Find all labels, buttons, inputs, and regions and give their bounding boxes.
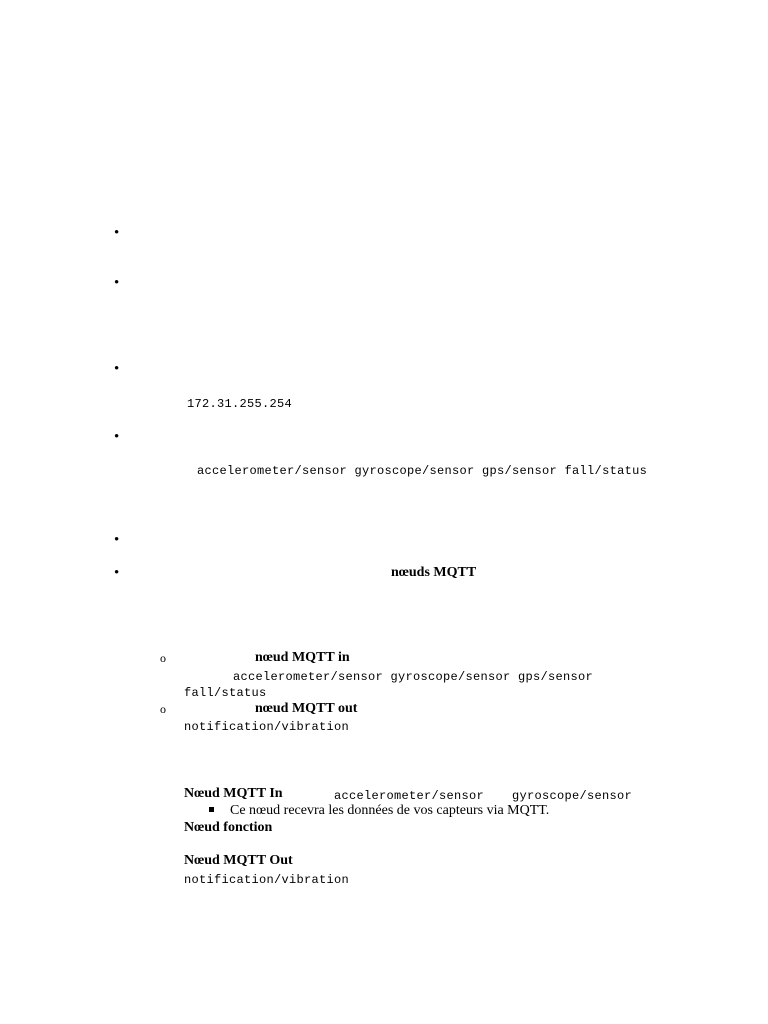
mqtt-out-label: nœud MQTT out <box>255 701 358 716</box>
mqtt-out-section-topic: notification/vibration <box>184 873 350 887</box>
nodes-heading: nœuds MQTT <box>391 565 477 580</box>
mqtt-in-topics-line2: fall/status <box>184 686 267 700</box>
sub-bullet-1: o <box>160 651 166 665</box>
mqtt-out-heading: Nœud MQTT Out <box>184 853 293 868</box>
bullet-1: • <box>114 225 120 241</box>
bullet-2: • <box>114 275 120 291</box>
topics-line: accelerometer/sensor gyroscope/sensor gps/sensor fall/status <box>197 464 648 478</box>
mqtt-in-topic-gyroscope: gyroscope/sensor <box>512 789 633 803</box>
ip-address: 172.31.255.254 <box>187 397 293 411</box>
bullet-4: • <box>114 429 120 445</box>
mqtt-in-description: Ce nœud recevra les données de vos capteurs via MQTT. <box>230 803 550 818</box>
sub-bullet-2: o <box>160 702 166 716</box>
square-bullet <box>209 807 214 812</box>
mqtt-in-heading: Nœud MQTT In <box>184 786 283 801</box>
function-node-heading: Nœud fonction <box>184 820 273 835</box>
mqtt-in-topic-accelerometer: accelerometer/sensor <box>334 789 485 803</box>
mqtt-in-label: nœud MQTT in <box>255 650 350 665</box>
mqtt-out-topic: notification/vibration <box>184 720 350 734</box>
bullet-5: • <box>114 532 120 548</box>
bullet-6: • <box>114 565 120 581</box>
bullet-3: • <box>114 361 120 377</box>
mqtt-in-topics-line1: accelerometer/sensor gyroscope/sensor gps/sensor <box>233 670 594 684</box>
